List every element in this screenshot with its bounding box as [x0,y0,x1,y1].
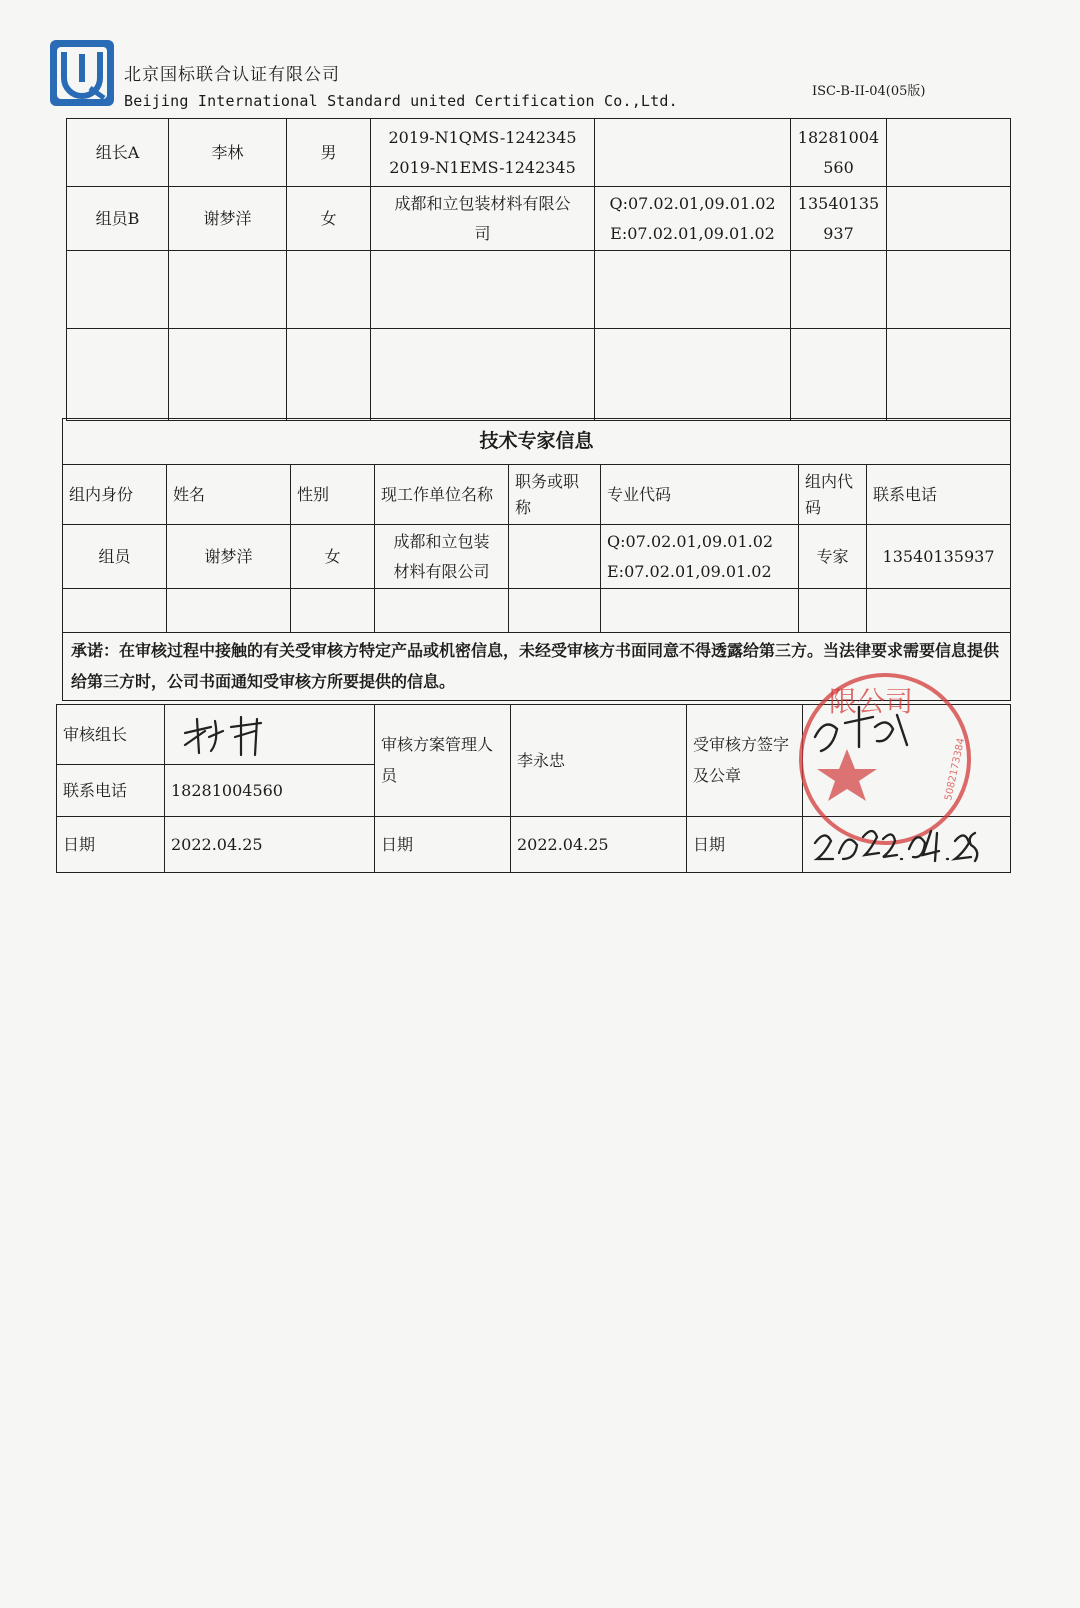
header-gender: 性别 [291,465,375,525]
date-1: 2022.04.25 [165,817,375,873]
company-name-en: Beijing International Standard united Certification Co.,Ltd. [124,92,678,110]
header-unit: 现工作单位名称 [375,465,509,525]
auditee-label: 受审核方签字及公章 [687,705,803,817]
header-code: 专业代码 [601,465,799,525]
signoff-table [56,685,1011,873]
audit-team-table [66,118,1011,421]
team-gender: 女 [287,187,371,251]
team-phone: 13540135 937 [791,187,887,251]
team-code [595,119,791,187]
header-title: 职务或职称 [509,465,601,525]
team-unit: 成都和立包装材料有限公 司 [371,187,595,251]
expert-title [509,525,601,589]
company-logo [48,38,116,108]
expert-unit: 成都和立包装 材料有限公司 [375,525,509,589]
expert-row-empty [63,589,1011,633]
commitment-text: 承诺：在审核过程中接触的有关受审核方特定产品或机密信息，未经受审核方书面同意不得透露给第三方。当法律要求需要信息提供给第三方时，公司书面通知受审核方所要提供的信息。 [63,633,1011,701]
team-name: 李林 [169,119,287,187]
seal-text: 限公司 [829,685,914,718]
seal-number: 5082173384 [943,737,968,802]
team-unit: 2019-N1QMS-1242345 2019-N1EMS-1242345 [371,119,595,187]
team-phone: 18281004 560 [791,119,887,187]
team-row [67,187,1011,251]
leader-label: 审核组长 [57,705,165,765]
team-gender: 男 [287,119,371,187]
team-extra [887,187,1011,251]
expert-row [63,525,1011,589]
header-phone: 联系电话 [867,465,1011,525]
company-name-cn: 北京国标联合认证有限公司 [124,65,340,85]
expert-role: 组员 [63,525,167,589]
expert-header-row [63,465,1011,525]
auditee-signature-cell [803,685,1011,817]
expert-gender: 女 [291,525,375,589]
header-name: 姓名 [167,465,291,525]
leader-signature-cell [165,705,375,765]
date-2: 2022.04.25 [511,817,687,873]
expert-group-code: 专家 [799,525,867,589]
date-3-handwritten [803,817,1011,873]
team-extra [887,119,1011,187]
leader-phone: 18281004560 [165,765,375,817]
manager-label: 审核方案管理人员 [375,705,511,817]
expert-table [62,418,1011,701]
team-role: 组员B [67,187,169,251]
team-row-empty [67,251,1011,329]
phone-label: 联系电话 [57,765,165,817]
team-row [67,119,1011,187]
team-role: 组长A [67,119,169,187]
manager-name: 李永忠 [511,705,687,817]
team-row-empty [67,329,1011,421]
header-group-code: 组内代码 [799,465,867,525]
team-name: 谢梦洋 [169,187,287,251]
expert-section-title: 技术专家信息 [63,419,1011,465]
handwritten-date [809,819,989,869]
date-label-3: 日期 [687,817,803,873]
expert-name: 谢梦洋 [167,525,291,589]
team-code: Q:07.02.01,09.01.02 E:07.02.01,09.01.02 [595,187,791,251]
expert-code: Q:07.02.01,09.01.02 E:07.02.01,09.01.02 [601,525,799,589]
document-number: ISC-B-II-04(05版) [812,84,926,99]
expert-phone: 13540135937 [867,525,1011,589]
date-label-1: 日期 [57,817,165,873]
date-label-2: 日期 [375,817,511,873]
header-role: 组内身份 [63,465,167,525]
leader-signature [179,711,279,757]
